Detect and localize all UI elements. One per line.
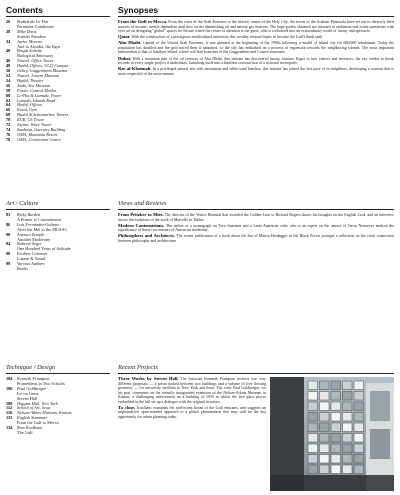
contents-page-number: 106 bbox=[6, 385, 13, 391]
contents-page-number: 64 bbox=[6, 102, 11, 108]
facade-window bbox=[308, 434, 318, 443]
facade-window bbox=[331, 381, 341, 390]
contents-page-number: 116 bbox=[6, 410, 13, 416]
synopsis-paragraph bbox=[118, 213, 394, 222]
facade-window bbox=[331, 392, 341, 401]
contents-entry-title: Rem Koolhaas bbox=[17, 425, 43, 431]
synopsis-body: With the construction of a prestigious multicultural university this wealthy emirate hopes to become the Gulf's think tank. bbox=[131, 34, 324, 40]
facade-window bbox=[308, 392, 318, 401]
synopsis-paragraph bbox=[118, 20, 394, 34]
contents-entry-title: Feobert Cortman bbox=[17, 251, 47, 257]
contents-page-number: 72 bbox=[6, 122, 11, 128]
facade-window bbox=[320, 465, 330, 474]
recent-projects-title: Recent Projects bbox=[118, 364, 159, 371]
facade-window bbox=[320, 413, 330, 422]
synopsis-body: The author of a monograph on Toro Suarinen and a Latin American critic who is an expert on the oeuvre of Oscar Niemeyer analyze the significance of these two masters of American modernity. bbox=[118, 222, 394, 233]
contents-entry-title: Luis Fernández-Galiano bbox=[17, 221, 60, 227]
contents-entry-title: Prometheus in Two Schools bbox=[17, 380, 65, 386]
facade-window bbox=[354, 423, 364, 432]
contents-page-number: 52 bbox=[6, 72, 11, 78]
contents-entry-title: Gehry, Guggenheim Museum bbox=[17, 68, 68, 74]
contents-entry bbox=[6, 138, 106, 143]
contents-entry-title: OMA, Mountain Resort bbox=[17, 131, 58, 137]
contents-title: Contents bbox=[6, 5, 43, 15]
facade-window bbox=[331, 434, 341, 443]
facade-window bbox=[308, 402, 318, 411]
synopsis-heading: Three Works by Steven Holl. bbox=[118, 376, 179, 381]
contents-page-number: 108 bbox=[6, 400, 13, 406]
contents-entry-title: Paul Goldberger bbox=[17, 385, 47, 391]
contents-entry-title: Javier Moreno bbox=[17, 38, 43, 44]
synopsis-heading: Qatar. bbox=[118, 34, 131, 40]
synopsis-heading: Abu Dhabi. bbox=[118, 40, 142, 46]
contents-entry-title: A Primer to Commitment bbox=[17, 216, 61, 222]
contents-page-number: 133 bbox=[6, 415, 13, 421]
synopsis-body: Capital of the United Arab Emirates, it was planned at the beginning of the 1990s following a model of island city for 600,000 inhabitants. Today the population has doubled and the grid traced then is saturated, so the city has embarked on a process of expansion towards the neighboring islands. The most important intervention is that of Saadiyat Island, which will host branches of the Guggenheim and Louvre museums. bbox=[118, 40, 394, 55]
facade-image bbox=[270, 377, 394, 491]
contents-entry-title: Biological Sanctuary bbox=[17, 53, 54, 59]
facade-window bbox=[343, 381, 353, 390]
contents-top-rule bbox=[6, 16, 110, 17]
contents-page-number: 54 bbox=[6, 77, 11, 83]
contents-page-number bbox=[6, 431, 17, 436]
contents-page-number: 62 bbox=[6, 97, 11, 103]
synopsis-heading: To close, bbox=[118, 404, 136, 410]
contents-list-main bbox=[6, 20, 106, 143]
synopsis-paragraph bbox=[118, 377, 266, 404]
contents-page-number: 46 bbox=[6, 58, 11, 64]
contents-entry-title: Foster, Central Market bbox=[17, 87, 57, 93]
facade-window bbox=[320, 455, 330, 464]
facade-window bbox=[343, 423, 353, 432]
synopses-title: Synopses bbox=[118, 5, 159, 15]
synopsis-paragraph bbox=[118, 35, 394, 40]
contents-entry-title: Hadid, Offices bbox=[17, 102, 43, 108]
synopsis-paragraph bbox=[118, 406, 266, 420]
synopses-views bbox=[118, 213, 394, 245]
synopsis-heading: Ras al-Khaimah. bbox=[118, 66, 152, 72]
facade-window bbox=[354, 455, 364, 464]
facade-window bbox=[308, 413, 318, 422]
facade-window bbox=[331, 465, 341, 474]
facade-window bbox=[354, 444, 364, 453]
contents-page-number: 112 bbox=[6, 405, 13, 411]
synopsis-paragraph bbox=[118, 41, 394, 55]
contents-entry-title: Ice on Grass bbox=[17, 390, 39, 396]
facade-window bbox=[331, 413, 341, 422]
building-facade-photo bbox=[270, 377, 394, 491]
synopsis-body: In a privileged natural site with mountains and white-sand beaches, this emirate has joined the fast pace of its neighbors, developing a tourism that is more respectful of the environment. bbox=[118, 66, 394, 76]
recent-projects-rule bbox=[118, 373, 394, 374]
contents-page-number: 90 bbox=[6, 231, 11, 237]
contents-page-number: 28 bbox=[6, 28, 11, 34]
facade-window bbox=[320, 392, 330, 401]
contents-page-number: 26 bbox=[6, 19, 11, 24]
contents-entry-title: Nelson-Atkins Museum, Kansas bbox=[17, 410, 72, 416]
facade-window bbox=[354, 434, 364, 443]
contents-entry-title: Books bbox=[17, 265, 28, 271]
synopsis-heading: Modern Contemarians. bbox=[118, 222, 165, 228]
contents-entry-title: Asymn, Wave Tower bbox=[17, 122, 52, 128]
synopses-recent bbox=[118, 377, 266, 421]
synopsis-body: Koolhaas examines the mid-ocean boom of the Gulf emirates, and suggests an unprejudiced, open-minded approach to a global phenomenon that may well be the last opportunity for urban planning today. bbox=[118, 404, 267, 419]
synopses-top-rule bbox=[118, 16, 394, 17]
contents-entry-title: Hadid & Schumacher, Towers bbox=[17, 112, 69, 118]
contents-page-number: 60 bbox=[6, 92, 11, 98]
contents-entry-title: Brigitt Schultz bbox=[17, 48, 42, 54]
contents-entry-title: Another Modernity bbox=[17, 236, 51, 242]
contents-page-number: 78 bbox=[6, 136, 11, 142]
facade-window bbox=[308, 455, 318, 464]
contents-entry-title: Ando, Sea Museum bbox=[17, 82, 51, 88]
synopsis-paragraph bbox=[118, 57, 394, 66]
contents-entry-title: Antonio Zemple bbox=[17, 231, 45, 237]
facade-window bbox=[331, 402, 341, 411]
contents-entry-title: Steven Holl bbox=[17, 395, 38, 401]
contents-entry-title: Kesul, Gym bbox=[17, 107, 38, 113]
contents-entry bbox=[6, 267, 106, 272]
facade-window bbox=[331, 444, 341, 453]
contents-entry-title: After the Met to the MUSAC bbox=[17, 226, 68, 232]
synopsis-heading: From the Gulf to Mecca. bbox=[118, 19, 168, 24]
contents-list-art bbox=[6, 213, 106, 272]
contents-page-number: 40 bbox=[6, 48, 11, 54]
synopsis-paragraph bbox=[118, 224, 394, 233]
contents-page-number: 56 bbox=[6, 82, 11, 88]
synopsis-heading: Philosophers and Architects. bbox=[118, 233, 175, 239]
contents-page-number: 76 bbox=[6, 131, 11, 137]
facade-window bbox=[343, 444, 353, 453]
facade-window bbox=[308, 381, 318, 390]
synopsis-paragraph bbox=[118, 234, 394, 243]
facade-window bbox=[343, 413, 353, 422]
contents-page-number: 86 bbox=[6, 221, 11, 227]
contents-entry-title: Nouvel, Louvre Museum bbox=[17, 72, 59, 78]
synopsis-body: With a mountain part of the oil reserves of Abu Dhabi, this emirate has discovered luxury tourism. Eager to lure visitors and investors, the city strides to break records in every single project it undertakes, launching itself into a limitless construction of a fictional metropolis. bbox=[118, 55, 395, 66]
contents-entry-title: Perimeter Conditions bbox=[17, 23, 54, 29]
contents-entry-title: Hadid, Theater bbox=[17, 77, 44, 83]
facade-window bbox=[343, 392, 353, 401]
contents-entry-title: Hadid, Offices, UCQ Campus bbox=[17, 63, 69, 69]
contents-page-number: 98 bbox=[6, 251, 11, 257]
contents-entry-title: One Hundred Years of Solitude bbox=[17, 246, 71, 252]
art-culture-rule bbox=[6, 209, 110, 210]
synopsis-body: The historian Kenneth Frampton reviews two very different proposals — a prism tucked between two buildings and a volume of free flowing geometry — for university facilities in New York and Iowa. The critic Paul Goldberger, for his part, comments on the recently inaugurated extension of the Nelson-Atkins Museum in Kansas, a challenging intervention on a building of 1933 in which the five glass pieces embedded in the hill set up a dialogue with the original structure. bbox=[118, 376, 266, 404]
contents-page-number: 66 bbox=[6, 107, 11, 113]
contents-entry-title: Mike Davis bbox=[17, 28, 37, 34]
synopsis-body: From the coast of the Arab Emirates to the historic center of the Holy City, the towns of the Arabian Peninsula have set out to diversify their sources of income, mostly dependent until now on the diminishing oil and natural gas reserves. The huge profits obtained are invested in ambitious real estate operations with eyes set on designing "global" spaces for leisure where the center of attention is the guest, who is welcomed into an extraordinary world of luxury and spectacle. bbox=[118, 19, 395, 34]
facade-window bbox=[331, 455, 341, 464]
contents-page-number: 58 bbox=[6, 87, 11, 93]
facade-window bbox=[343, 434, 353, 443]
synopsis-paragraph bbox=[118, 67, 394, 76]
facade-window bbox=[354, 413, 364, 422]
technique-design-rule bbox=[6, 373, 110, 374]
facade-window bbox=[308, 423, 318, 432]
art-culture-title: Art / Culture bbox=[6, 200, 39, 207]
contents-entry-title: Kenneth Frampton bbox=[17, 376, 50, 381]
facade-window bbox=[343, 402, 353, 411]
contents-entry-title: Roberto Segre bbox=[17, 241, 42, 247]
contents-page-number: 74 bbox=[6, 126, 11, 132]
contents-entry-title: RUR, Ch Tower bbox=[17, 117, 45, 123]
contents-page-number: 70 bbox=[6, 117, 11, 123]
contents-entry-title: From the Gulf to Mecca bbox=[17, 420, 59, 426]
contents-page-number: 134 bbox=[6, 425, 13, 431]
facade-window bbox=[354, 402, 364, 411]
facade-window bbox=[320, 402, 330, 411]
synopsis-heading: Dubai. bbox=[118, 55, 132, 61]
technique-design-title: Technique / Design bbox=[6, 364, 56, 371]
contents-entry-title: Luzern & Vasud bbox=[17, 256, 46, 262]
contents-page-number: 83 bbox=[6, 212, 11, 217]
contents-entry-title: Higgins Hall, New York bbox=[17, 400, 58, 406]
contents-entry-title: Lumsda, Islands Road bbox=[17, 97, 56, 103]
facade-window bbox=[308, 444, 318, 453]
synopses-gulf bbox=[118, 20, 394, 78]
contents-page-number: 104 bbox=[6, 376, 13, 381]
facade-window bbox=[343, 465, 353, 474]
contents-entry-title: Snøhetta, Gateway Building bbox=[17, 126, 66, 132]
facade-window bbox=[320, 434, 330, 443]
facade-window bbox=[331, 423, 341, 432]
contents-page-number bbox=[6, 267, 17, 272]
views-reviews-rule bbox=[118, 209, 394, 210]
contents-entry-title: The Gulf bbox=[17, 429, 33, 435]
facade-window bbox=[354, 392, 364, 401]
contents-entry-title: Sinister Paradise bbox=[17, 33, 46, 39]
facade-window bbox=[343, 455, 353, 464]
contents-page-number: 48 bbox=[6, 63, 11, 69]
contents-entry-title: And in Arcadia, the Egos bbox=[17, 43, 61, 49]
contents-page-number: 99 bbox=[6, 261, 11, 267]
contents-entry-title: Bodied da Lo-Hia bbox=[17, 19, 49, 24]
contents-page-number: 34 bbox=[6, 38, 11, 44]
contents-entry-title: Nouvel, Office Tower bbox=[17, 58, 54, 64]
facade-window bbox=[308, 465, 318, 474]
facade-window bbox=[354, 381, 364, 390]
contents-entry-title: Ricky Burdett bbox=[17, 212, 41, 217]
synopsis-heading: From Pritzker to Mies. bbox=[118, 212, 164, 217]
contents-page-number: 68 bbox=[6, 112, 11, 118]
contents-entry-title: English Summary bbox=[17, 415, 48, 421]
facade-window bbox=[320, 444, 330, 453]
synopsis-body: The director of the Venice Biennial that awarded the Golden Lion to Richard Rogers shares his thoughts on the English Lord, and an interview shows the evolution of the work of Marcello in Tables. bbox=[118, 212, 394, 222]
contents-entry-title: OMA, Convention Center bbox=[17, 136, 62, 142]
contents-entry bbox=[6, 431, 106, 436]
contents-list-tech bbox=[6, 377, 106, 436]
contents-page-number: 50 bbox=[6, 68, 11, 74]
contents-entry-title: Lo-Hia & Lumsda, Tower bbox=[17, 92, 62, 98]
contents-entry-title: Various Authors bbox=[17, 261, 45, 267]
views-reviews-title: Views and Reviews bbox=[118, 200, 167, 207]
contents-page-number: 94 bbox=[6, 241, 11, 247]
synopsis-body: The recent publication of a book about the hut of Martin Heidegger in the Black Forest prompts a reflection on the close connection between philosophy and architecture. bbox=[118, 233, 395, 243]
facade-window bbox=[320, 423, 330, 432]
facade-window bbox=[320, 381, 330, 390]
contents-entry-title: School of Art, Iowa bbox=[17, 405, 51, 411]
facade-window bbox=[354, 465, 364, 474]
